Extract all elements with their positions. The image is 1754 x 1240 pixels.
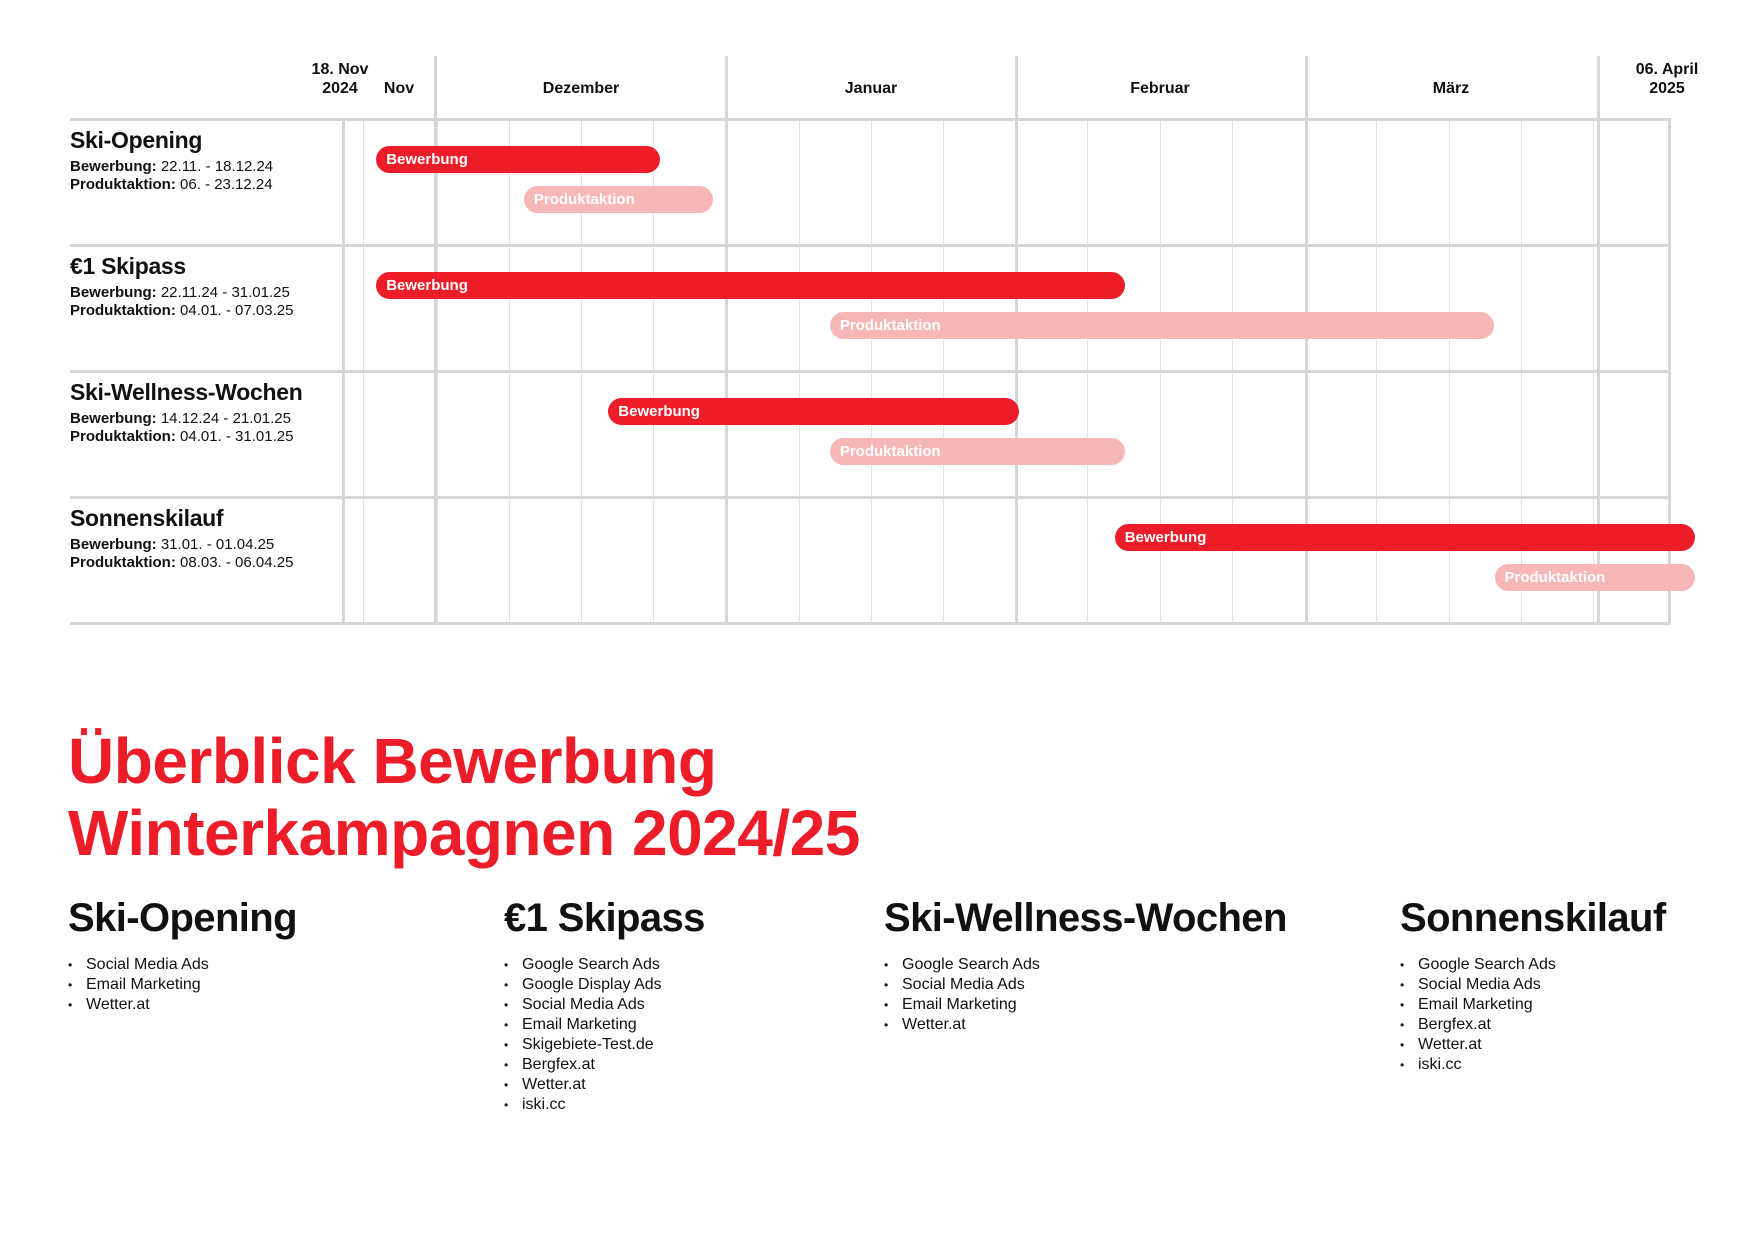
produktaktion-dates-label: Produktaktion: [70,428,176,445]
produktaktion-dates [70,428,340,446]
bewerbung-dates-value: 22.11.24 - 31.01.25 [160,284,290,301]
month-label: März [1432,80,1470,97]
bewerbung-dates [70,536,340,554]
channel-list-item: • Email Marketing [1400,995,1666,1015]
channel-list-item: • Google Search Ads [884,955,1287,975]
bewerbung-dates [70,284,340,302]
produktaktion-dates-label: Produktaktion: [70,554,176,571]
channel-list-item: • Wetter.at [504,1075,705,1095]
channel-list [68,955,297,1015]
channel-list-item: • Bergfex.at [1400,1015,1666,1035]
bewerbung-dates [70,410,340,428]
channel-list-item: • Skigebiete-Test.de [504,1035,705,1055]
end-date-label-part: 06. April [1635,61,1699,78]
month-label: Januar [844,80,898,97]
produktaktion-bar: Produktaktion [524,186,713,213]
channel-list [504,955,705,1115]
channel-list-item: • Google Display Ads [504,975,705,995]
channel-column [504,896,705,1115]
campaign-title: Ski-Wellness-Wochen [70,379,303,405]
produktaktion-dates [70,302,340,320]
produktaktion-bar: Produktaktion [830,312,1494,339]
produktaktion-dates-value: 08.03. - 06.04.25 [180,554,294,571]
end-date-label [1636,60,1699,98]
channel-list-item: • Bergfex.at [504,1055,705,1075]
bewerbung-bar: Bewerbung [376,146,660,173]
headline-line-2: Winterkampagnen 2024/25 [68,797,860,869]
channel-column [884,896,1287,1035]
channel-list-item: • Social Media Ads [1400,975,1666,995]
start-date-label-part: 18. Nov [311,61,369,78]
produktaktion-bar: Produktaktion [830,438,1125,465]
bewerbung-dates-value: 14.12.24 - 21.01.25 [160,410,291,427]
bewerbung-bar: Bewerbung [376,272,1125,299]
campaign-title: Sonnenskilauf [70,505,224,531]
headline-line-1: Überblick Bewerbung [68,725,717,797]
produktaktion-bar: Produktaktion [1495,564,1696,591]
channel-column-title: Ski-Wellness-Wochen [884,896,1287,940]
bewerbung-dates-label: Bewerbung: [70,410,157,427]
month-divider [434,56,437,622]
channel-list-item: • iski.cc [504,1095,705,1115]
channel-list-item: • Wetter.at [1400,1035,1666,1055]
row-divider [70,370,1670,373]
page-headline [68,725,860,869]
produktaktion-dates-label: Produktaktion: [70,176,176,193]
produktaktion-dates-value: 06. - 23.12.24 [180,176,273,193]
bewerbung-dates-value: 22.11. - 18.12.24 [160,158,274,175]
campaign-info [70,127,340,194]
channel-list [884,955,1287,1035]
bewerbung-dates-label: Bewerbung: [70,536,157,553]
channel-column-title: €1 Skipass [504,896,705,940]
channel-column-title: Ski-Opening [68,896,297,940]
produktaktion-dates [70,176,340,194]
campaign-title: €1 Skipass [70,253,186,279]
channel-list-item: • Wetter.at [68,995,297,1015]
month-divider [1015,56,1018,622]
channel-list-item: • Wetter.at [884,1015,1287,1035]
channel-column-title: Sonnenskilauf [1400,896,1666,940]
month-divider [725,56,728,622]
row-divider [70,496,1670,499]
channel-list-item: • iski.cc [1400,1055,1666,1075]
channel-list-item: • Social Media Ads [504,995,705,1015]
channel-list-item: • Google Search Ads [1400,955,1666,975]
channel-list-item: • Email Marketing [504,1015,705,1035]
month-label: Nov [383,80,415,97]
bewerbung-dates-label: Bewerbung: [70,284,157,301]
row-divider [70,118,1670,121]
channel-list [1400,955,1666,1075]
channel-list-item: • Email Marketing [68,975,297,995]
row-divider [70,622,1670,625]
bewerbung-dates-label: Bewerbung: [70,158,157,175]
campaign-title: Ski-Opening [70,127,203,153]
campaign-info [70,505,340,572]
bewerbung-dates [70,158,340,176]
bewerbung-dates-value: 31.01. - 01.04.25 [160,536,275,553]
start-date-label-part: 2024 [322,80,358,97]
start-date-label [312,60,369,98]
bewerbung-bar: Bewerbung [1115,524,1695,551]
month-label: Dezember [542,80,620,97]
channel-list-item: • Social Media Ads [68,955,297,975]
month-label: Februar [1130,80,1190,97]
campaign-info [70,253,340,320]
channel-column [1400,896,1666,1075]
row-divider [70,244,1670,247]
end-date-label-part: 2025 [1649,80,1685,97]
produktaktion-dates-label: Produktaktion: [70,302,176,319]
produktaktion-dates-value: 04.01. - 31.01.25 [180,428,294,445]
channel-column [68,896,297,1015]
bewerbung-bar: Bewerbung [608,398,1019,425]
campaign-info [70,379,340,446]
channel-list-item: • Google Search Ads [504,955,705,975]
channel-list-item: • Social Media Ads [884,975,1287,995]
channel-list-item: • Email Marketing [884,995,1287,1015]
produktaktion-dates-value: 04.01. - 07.03.25 [180,302,294,319]
produktaktion-dates [70,554,340,572]
